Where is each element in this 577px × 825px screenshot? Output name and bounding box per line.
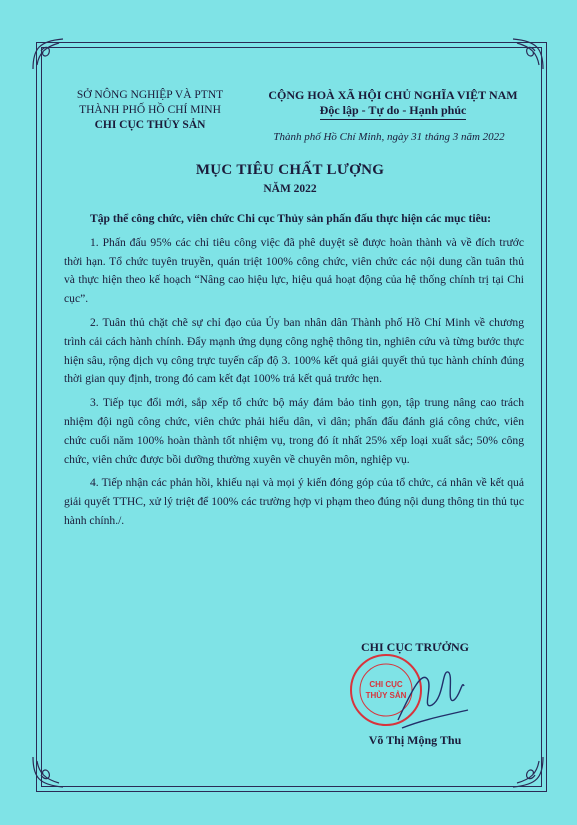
corner-ornament-icon: [511, 37, 545, 71]
document-body: [64, 210, 524, 536]
handwritten-signature: [392, 650, 472, 735]
corner-ornament-icon: [511, 755, 545, 789]
agency-line-2: THÀNH PHỐ HỒ CHÍ MINH: [79, 104, 221, 116]
corner-ornament-icon: [31, 755, 65, 789]
svg-text:THỦY SẢN: THỦY SẢN: [365, 691, 407, 700]
agency-line-3: CHI CỤC THỦY SẢN: [94, 119, 206, 131]
date-line: Thành phố Hồ Chí Minh, ngày 31 tháng 3 năm 2022: [273, 131, 505, 143]
national-motto: Độc lập - Tự do - Hạnh phúc: [320, 103, 467, 120]
intro-paragraph: Tập thể công chức, viên chức Chi cục Thủy sản phấn đấu thực hiện các mục tiêu:: [90, 212, 492, 225]
svg-text:CHI CỤC: CHI CỤC: [369, 680, 403, 689]
agency-line-1: SỞ NÔNG NGHIỆP VÀ PTNT: [76, 89, 224, 101]
document-year: NĂM 2022: [263, 183, 317, 195]
agency-header: [60, 88, 240, 133]
signer-title: CHI CỤC TRƯỞNG: [360, 640, 469, 654]
objective-item-1: 1. Phấn đấu 95% các chỉ tiêu công việc đã phê duyệt sẽ được hoàn thành và về đích trước thời hạn. Tổ chức tuyên truyền, quán triệt 100% công chức, viên chức các nội dung cần tuân thủ và thực hiện theo kế hoạch “Nâng cao hiệu lực, hiệu quả hoạt động của hệ thống chính trị tại Chi cục”.: [64, 235, 524, 306]
objective-item-3: 3. Tiếp tục đổi mới, sắp xếp tổ chức bộ máy đảm bảo tinh gọn, tập trung nâng cao trách nhiệm đội ngũ công chức, viên chức phải hiểu dân, vì dân; phấn đấu đánh giá công chức, viên chức cuối năm 100% hoàn thành tốt nhiệm vụ, trong đó ít nhất 25% xếp loại xuất sắc; 50% công chức, viên chức được bồi dưỡng thường xuyên về chuyên môn, nghiệp vụ.: [64, 396, 524, 466]
document-title: MỤC TIÊU CHẤT LƯỢNG: [195, 162, 385, 178]
corner-ornament-icon: [31, 37, 65, 71]
country-name: CỘNG HOÀ XÃ HỘI CHỦ NGHĨA VIỆT NAM: [268, 88, 518, 102]
objective-item-2: 2. Tuân thủ chặt chẽ sự chỉ đạo của Ủy ban nhân dân Thành phố Hồ Chí Minh về chương trình cải cách hành chính. Đẩy mạnh ứng dụng công nghệ thông tin, nghiên cứu và từng bước thực hiện sâu, rộng dịch vụ công trực tuyến cấp độ 3. 100% kết quả giải quyết thủ tục hành chính đúng thời gian quy định, trong đó cam kết đạt 100% trả kết quả trước hẹn.: [64, 315, 524, 386]
objective-item-4: 4. Tiếp nhận các phản hồi, khiếu nại và mọi ý kiến đóng góp của tổ chức, cá nhân về kết quả giải quyết TTHC, xử lý triệt để 100% các trường hợp vi phạm theo đúng nội dung thông tin thủ tục hành chính./.: [64, 476, 524, 527]
signer-name: Võ Thị Mộng Thu: [368, 733, 462, 747]
national-header: [258, 88, 528, 120]
